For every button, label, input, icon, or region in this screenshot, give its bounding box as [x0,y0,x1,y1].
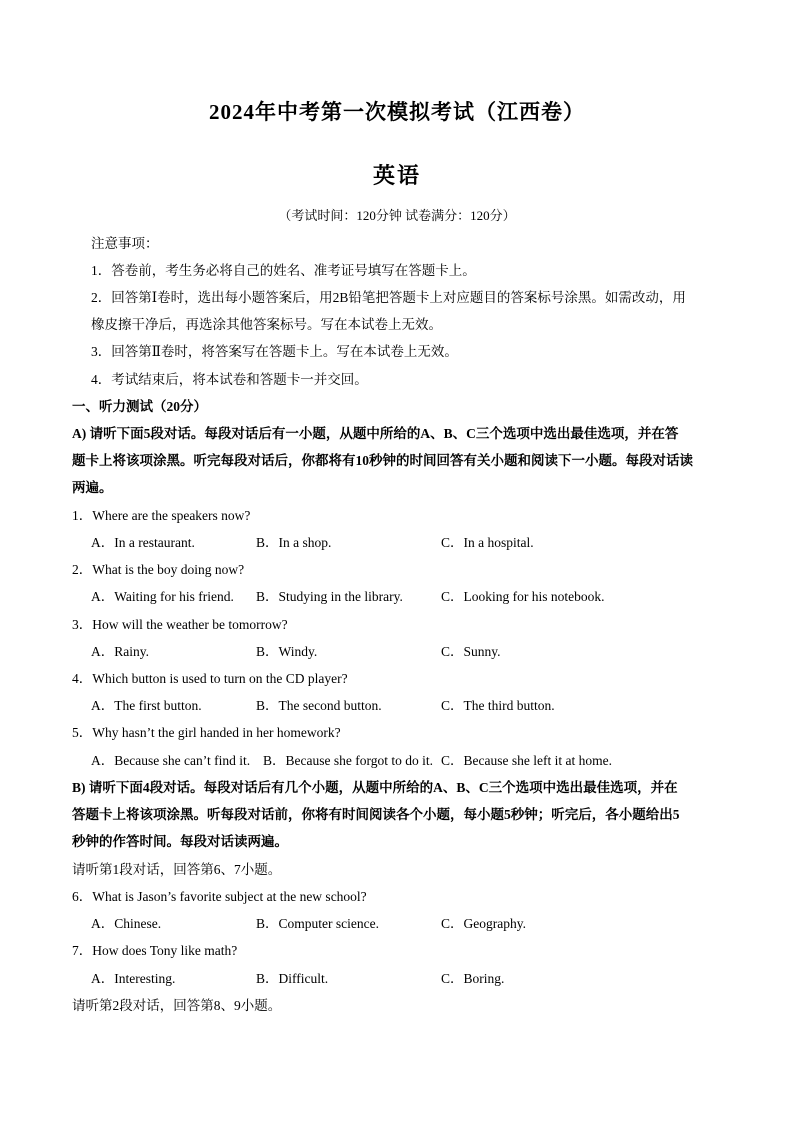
question-6: 6．What is Jason’s favorite subject at the new school? [72,889,367,904]
notes-heading: 注意事项： [91,236,159,251]
part-b-instruction: 秒钟的作答时间。每段对话读两遍。 [72,834,288,849]
question-3: 3．How will the weather be tomorrow? [72,617,288,632]
part-b-instruction: 答题卡上将该项涂黑。听每段对话前，你将有时间阅读各个小题，每小题5秒钟；听完后，各小题给出5 [72,807,680,822]
option-a: A．Interesting. [91,971,176,986]
dialog-prompt: 请听第2段对话，回答第8、9小题。 [72,998,282,1013]
option-c: C．Sunny. [441,644,501,659]
option-a: A．Waiting for his friend. [91,589,234,604]
option-b: B．Studying in the library. [256,589,403,604]
part-a-instruction: A) 请听下面5段对话。每段对话后有一小题，从题中所给的A、B、C三个选项中选出最佳选项，并在答 [72,426,679,441]
dialog-prompt: 请听第1段对话，回答第6、7小题。 [72,862,282,877]
question-4: 4．Which button is used to turn on the CD player? [72,671,348,686]
option-b: B．Windy. [256,644,318,659]
option-b: B．In a shop. [256,535,332,550]
option-a: A．Rainy. [91,644,149,659]
option-c: C．In a hospital. [441,535,534,550]
option-c: C．Geography. [441,916,526,931]
question-7: 7．How does Tony like math? [72,943,238,958]
note-item: 2．回答第Ⅰ卷时，选出每小题答案后，用2B铅笔把答题卡上对应题目的答案标号涂黑。如需改动，用 [91,290,686,305]
part-a-instruction: 题卡上将该项涂黑。听完每段对话后，你都将有10秒钟的时间回答有关小题和阅读下一小题。每段对话读 [72,453,693,468]
option-c: C．Because she left it at home. [441,753,612,768]
section-heading: 一、听力测试（20分） [72,399,207,414]
note-item: 1．答卷前，考生务必将自己的姓名、准考证号填写在答题卡上。 [91,263,476,278]
part-b-instruction: B) 请听下面4段对话。每段对话后有几个小题，从题中所给的A、B、C三个选项中选出最佳选项，并在 [72,780,678,795]
option-c: C．The third button. [441,698,555,713]
question-5: 5．Why hasn’t the girl handed in her homework? [72,725,341,740]
option-b: B．Computer science. [256,916,379,931]
option-b: B．The second button. [256,698,382,713]
subject-title: 英语 [372,163,421,188]
option-b: B．Because she forgot to do it. [263,753,433,768]
option-a: A．Chinese. [91,916,162,931]
part-a-instruction: 两遍。 [72,480,113,495]
question-1: 1．Where are the speakers now? [72,508,251,523]
note-item: 4．考试结束后，将本试卷和答题卡一并交回。 [91,372,368,387]
option-c: C．Boring. [441,971,505,986]
time-info: （考试时间：120分钟 试卷满分：120分） [278,208,516,223]
option-a: A．The first button. [91,698,202,713]
option-c: C．Looking for his notebook. [441,589,605,604]
exam-title: 2024年中考第一次模拟考试（江西卷） [209,100,585,124]
question-2: 2．What is the boy doing now? [72,562,245,577]
note-item-continued: 橡皮擦干净后，再选涂其他答案标号。写在本试卷上无效。 [91,317,442,332]
option-b: B．Difficult. [256,971,329,986]
option-a: A．In a restaurant. [91,535,195,550]
note-item: 3．回答第Ⅱ卷时，将答案写在答题卡上。写在本试卷上无效。 [91,344,458,359]
option-a: A．Because she can’t find it. [91,753,251,768]
